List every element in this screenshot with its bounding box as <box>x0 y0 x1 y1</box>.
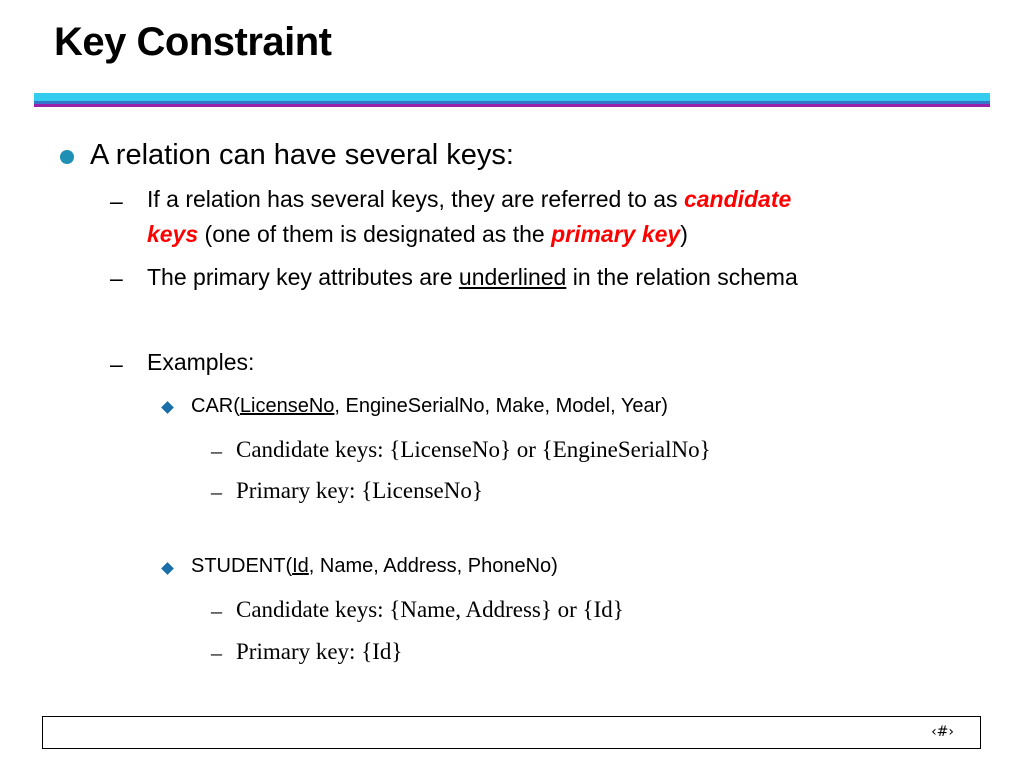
diamond-bullet-icon <box>161 562 174 575</box>
student-candidate-keys: Candidate keys: {Name, Address} or {Id} <box>236 597 624 622</box>
sub-bullet-examples: Examples: <box>147 349 255 375</box>
sub-bullet-candidate-line2 <box>147 221 688 248</box>
car-other-attributes: , EngineSerialNo, Make, Model, Year) <box>334 395 668 417</box>
candidate-intro-text: If a relation has several keys, they are referred to as <box>147 186 684 212</box>
dash-marker: – <box>211 640 222 665</box>
car-prefix: CAR( <box>191 395 240 417</box>
sub-bullet-underlined <box>147 264 798 291</box>
student-prefix: STUDENT( <box>191 555 293 577</box>
slide-footer <box>42 716 981 749</box>
candidate-highlight: candidate <box>683 186 792 212</box>
dash-marker: – <box>110 265 123 291</box>
car-primary-key: Primary key: {LicenseNo} <box>236 478 483 503</box>
primary-key-highlight: primary key <box>551 221 681 247</box>
dash-marker: – <box>211 598 222 623</box>
underlined-outro-text: in the relation schema <box>566 264 798 290</box>
student-schema <box>191 555 558 578</box>
underlined-intro-text: The primary key attributes are <box>147 264 459 290</box>
underlined-word: underlined <box>458 264 567 290</box>
student-primary-key: Primary key: {Id} <box>236 639 403 664</box>
dash-marker: – <box>110 188 123 214</box>
dash-marker: – <box>110 351 123 377</box>
dash-marker: – <box>211 479 222 504</box>
dash-marker: – <box>211 438 222 463</box>
title-rule-cyan <box>34 93 990 101</box>
car-primary-attribute: LicenseNo <box>239 395 335 417</box>
car-candidate-keys: Candidate keys: {LicenseNo} or {EngineSerialNo} <box>236 437 711 462</box>
page-number: ‹#› <box>931 724 954 740</box>
designated-text: (one of them is designated as the <box>198 221 552 247</box>
bullet-text: A relation can have several keys: <box>90 139 514 171</box>
closing-paren: ) <box>680 221 688 247</box>
diamond-bullet-icon <box>161 401 174 414</box>
student-primary-attribute: Id <box>292 555 309 577</box>
slide-title: Key Constraint <box>54 20 332 64</box>
title-rule-purple <box>34 104 990 107</box>
student-other-attributes: , Name, Address, PhoneNo) <box>308 555 558 577</box>
bullet-dot-icon <box>60 150 74 164</box>
keys-highlight: keys <box>147 221 199 247</box>
car-schema <box>191 395 668 418</box>
sub-bullet-candidate-line1 <box>147 186 791 213</box>
